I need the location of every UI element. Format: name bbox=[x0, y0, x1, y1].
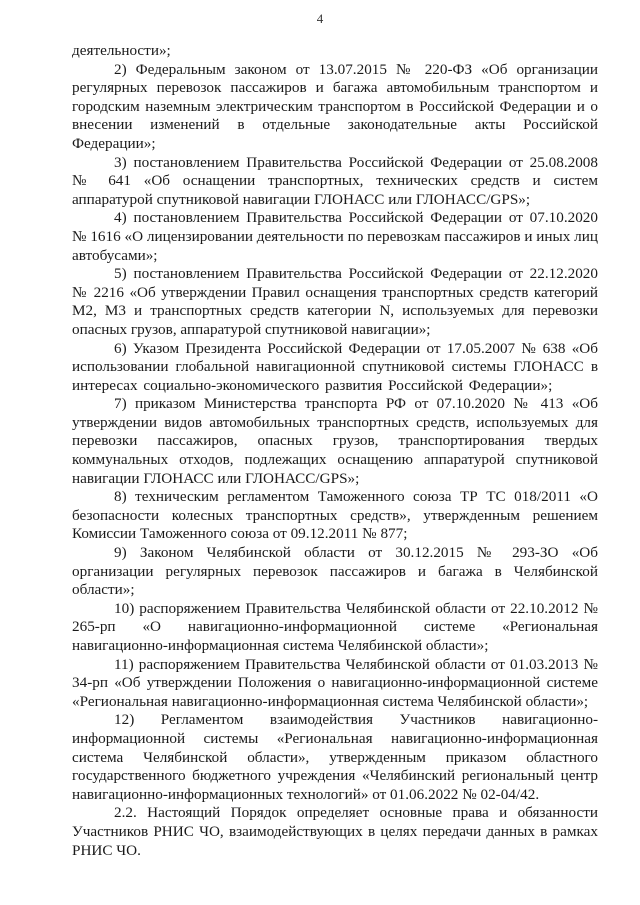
paragraph-item-2: 2) Федеральным законом от 13.07.2015 № 220-ФЗ «Об организации регулярных перевозок пассажиров и багажа автомобильным транспортом и городским наземным электрическим транспортом в Российской Федерации и о внесении изменений в отдельные законодательные акты Российской Федерации»; bbox=[72, 60, 598, 152]
page-number: 4 bbox=[316, 11, 324, 26]
paragraph-item-7: 7) приказом Министерства транспорта РФ от 07.10.2020 № 413 «Об утверждении видов автомобильных транспортных средств, используемых для перевозки пассажиров, опасных грузов, транспортирования твердых коммунальных отходов, подлежащих оснащению аппаратурой спутниковой навигации ГЛОНАСС или ГЛОНАСС/GPS»; bbox=[72, 395, 598, 487]
paragraph-item-12: 12) Регламентом взаимодействия Участников навигационно-информационной системы «Региональная навигационно-информационная система Челябинской области», утвержденным приказом областного государственного бюджетного учреждения «Челябинский региональный центр навигационно-информационных технологий» от 01.06.2022 № 02-04/42. bbox=[72, 711, 598, 803]
paragraph-item-9: 9) Законом Челябинской области от 30.12.2015 № 293-ЗО «Об организации регулярных перевозок пассажиров и багажа в Челябинской области»; bbox=[72, 544, 598, 599]
paragraph-continuation: деятельности»; bbox=[72, 42, 171, 59]
paragraph-item-10: 10) распоряжением Правительства Челябинской области от 22.10.2012 № 265-рп «О навигационно-информационной системе «Региональная навигационно-информационная система Челябинской области»; bbox=[72, 599, 598, 654]
paragraph-item-3: 3) постановлением Правительства Российской Федерации от 25.08.2008 № 641 «Об оснащении транспортных, технических средств и систем аппаратурой спутниковой навигации ГЛОНАСС или ГЛОНАСС/GPS»; bbox=[72, 153, 598, 208]
paragraph-item-11: 11) распоряжением Правительства Челябинской области от 01.03.2013 № 34-рп «Об утверждении Положения о навигационно-информационной системе «Региональная навигационно-информационная система Челябинской области»; bbox=[72, 655, 598, 710]
paragraph-item-6: 6) Указом Президента Российской Федерации от 17.05.2007 № 638 «Об использовании глобальной навигационной спутниковой системы ГЛОНАСС в интересах социально-экономического развития Российской Федерации»; bbox=[72, 339, 598, 394]
paragraph-item-8: 8) техническим регламентом Таможенного союза ТР ТС 018/2011 «О безопасности колесных транспортных средств», утвержденным решением Комиссии Таможенного союза от 09.12.2011 № 877; bbox=[72, 488, 598, 543]
paragraph-item-5: 5) постановлением Правительства Российской Федерации от 22.12.2020 № 2216 «Об утверждении Правил оснащения транспортных средств категорий М2, М3 и транспортных средств категории N, используемых для перевозки опасных грузов, аппаратурой спутниковой навигации»; bbox=[72, 265, 598, 338]
paragraph-item-4: 4) постановлением Правительства Российской Федерации от 07.10.2020 № 1616 «О лицензировании деятельности по перевозкам пассажиров и иных лиц автобусами»; bbox=[72, 209, 598, 264]
paragraph-section-2-2: 2.2. Настоящий Порядок определяет основные права и обязанности Участников РНИС ЧО, взаимодействующих в целях передачи данных в рамках РНИС ЧО. bbox=[72, 804, 598, 859]
